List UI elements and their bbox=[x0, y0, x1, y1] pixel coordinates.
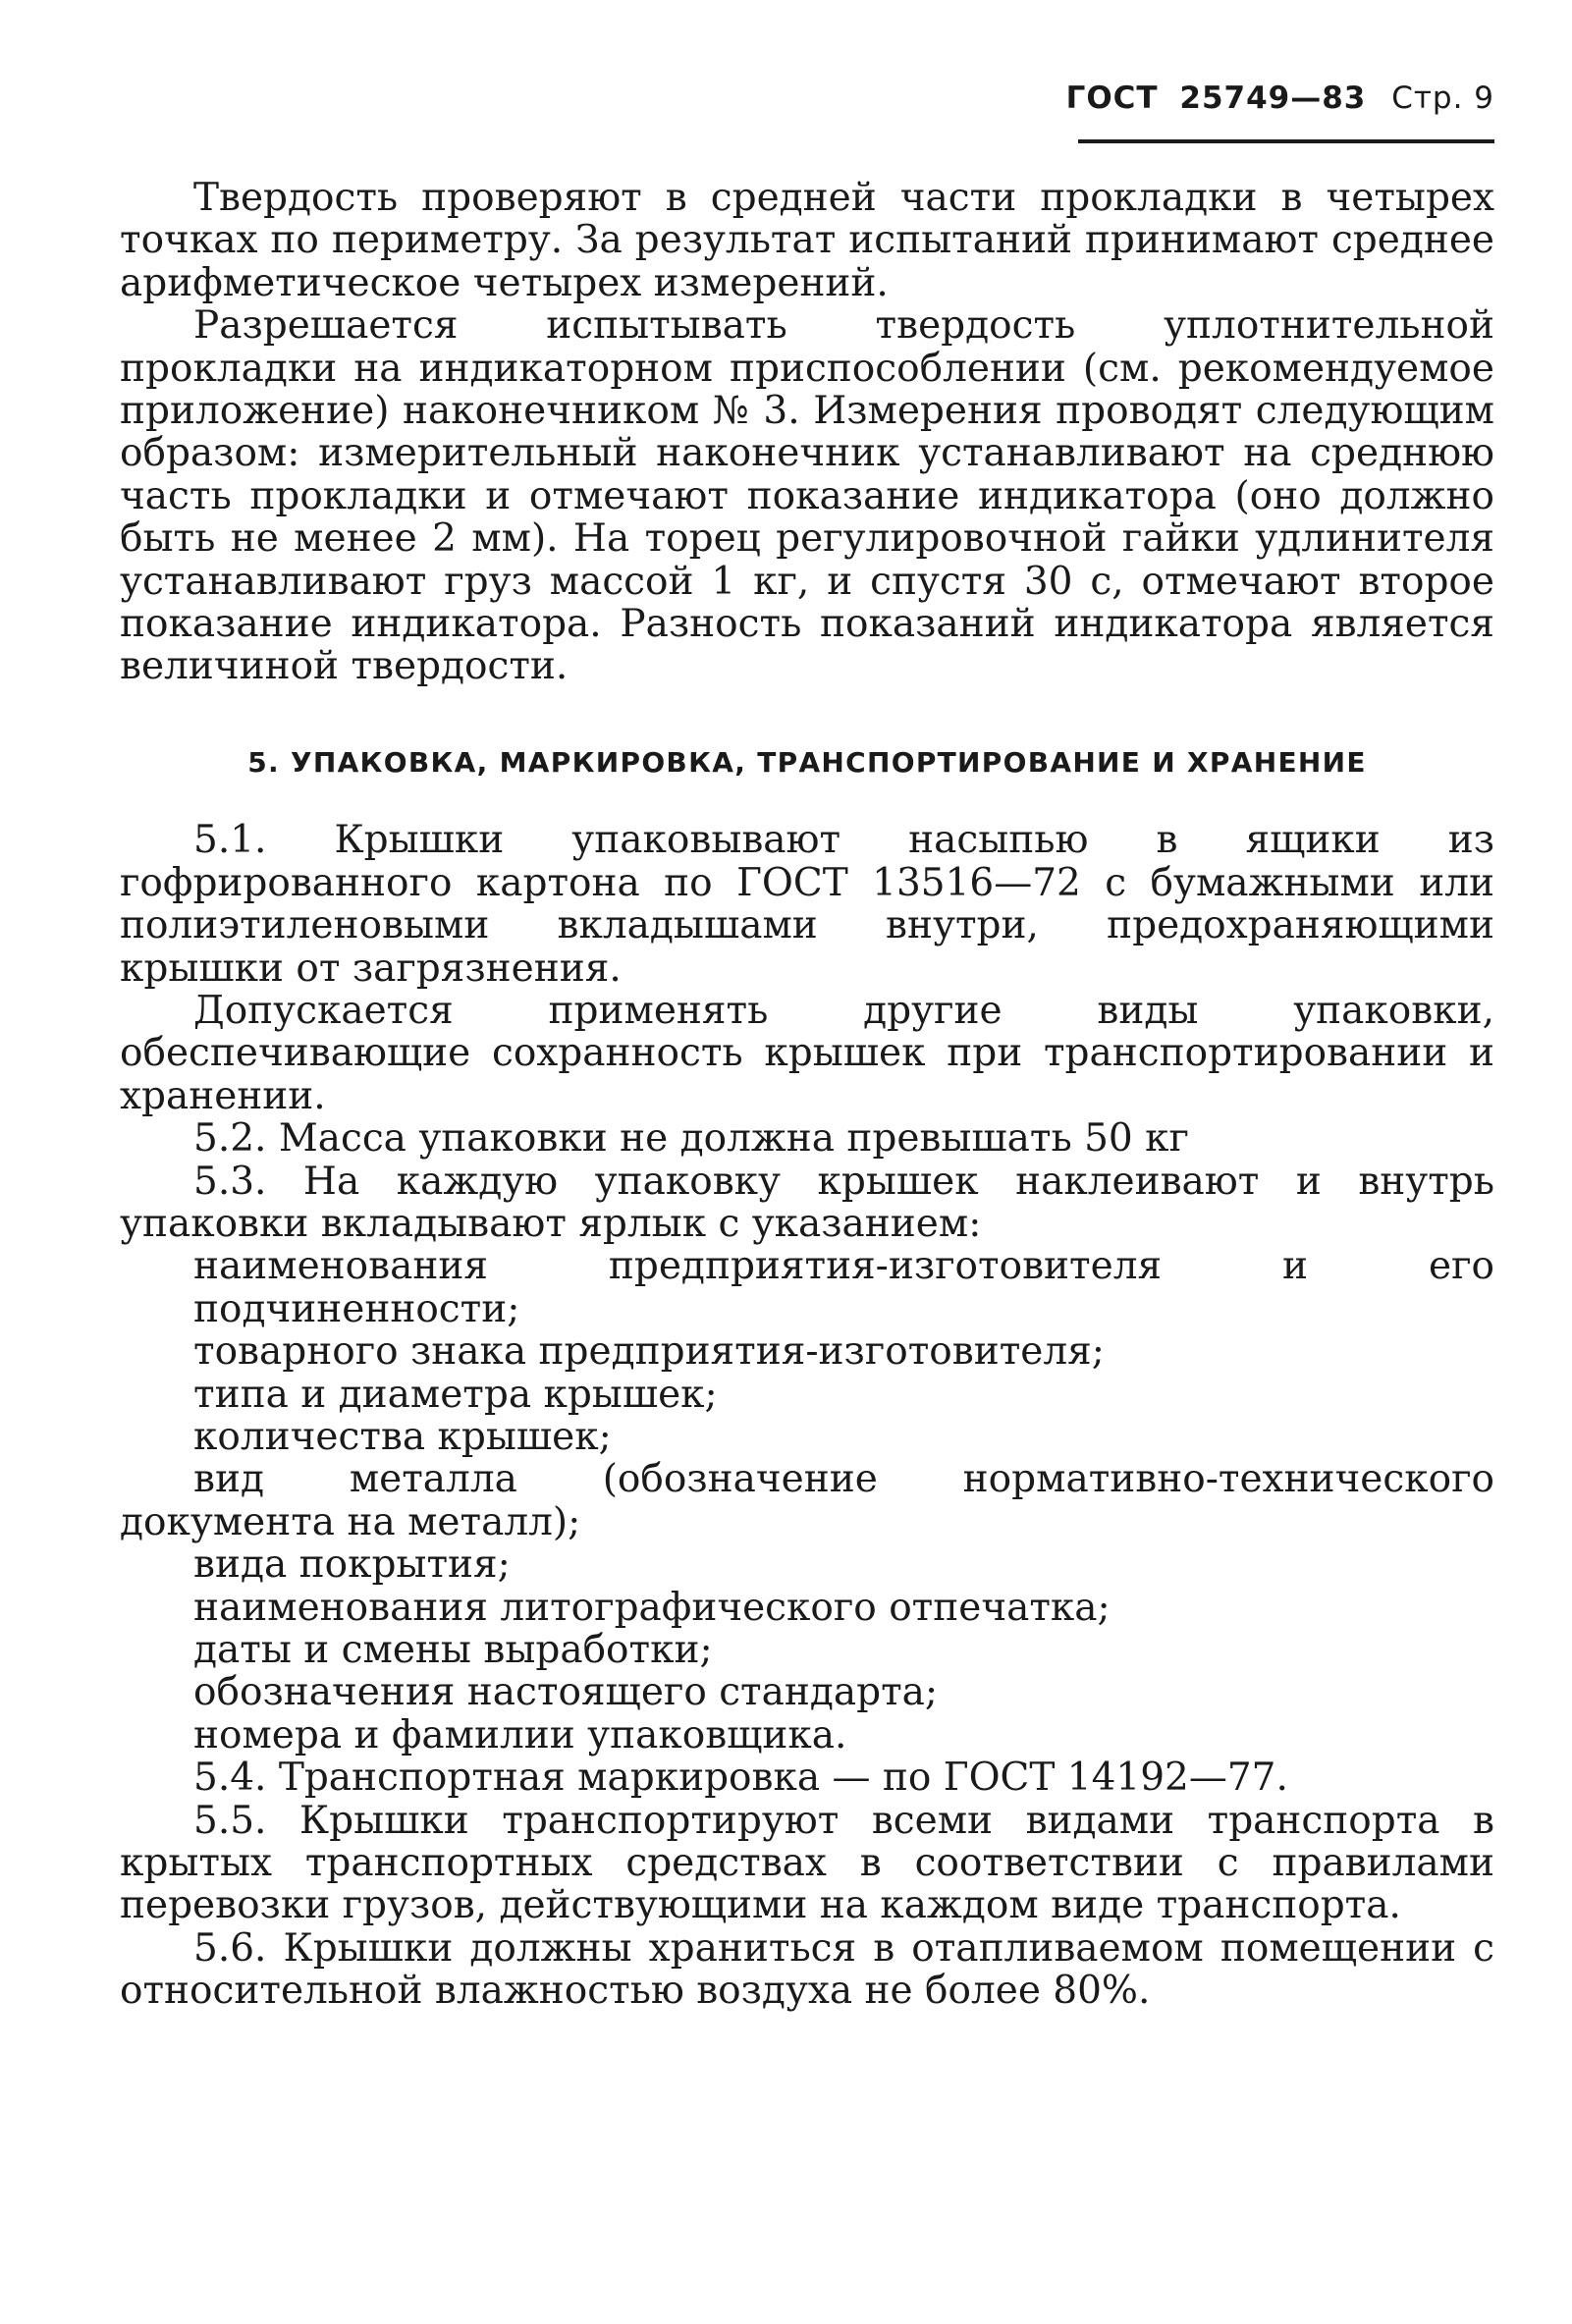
list-item: даты и смены выработки; bbox=[193, 1628, 713, 1672]
paragraph-5-2: 5.2. Масса упаковки не должна превышать 50 кг bbox=[193, 1116, 1189, 1162]
paragraph-hardness-indicator: Разрешается испытывать твердость уплотнительной прокладки на индикаторном приспособлении (см. рекомендуемое приложение) наконечником № 3. Измерения проводят следующим образом: измерительный наконечник устанавливают на среднюю часть прокладки и отмечают показание индикатора (оно должно быть не менее 2 мм). На торец регулировочной гайки удлинителя устанавливают груз массой 1 кг, и спустя 30 с, отмечают второе показание индикатора. Разность показаний индикатора является величиной твердости. bbox=[120, 303, 1494, 689]
section-heading: 5. УПАКОВКА, МАРКИРОВКА, ТРАНСПОРТИРОВАНИЕ И ХРАНЕНИЕ bbox=[247, 745, 1367, 779]
label-items-list bbox=[120, 1245, 1494, 1757]
header-gost: ГОСТ bbox=[1065, 81, 1159, 116]
list-item: наименования литографического отпечатка; bbox=[193, 1585, 1111, 1630]
list-item: номера и фамилии упаковщика. bbox=[193, 1712, 847, 1757]
header-rule bbox=[1078, 139, 1494, 143]
list-item: обозначения настоящего стандарта; bbox=[193, 1670, 939, 1715]
header-standard-number: 25749—83 bbox=[1179, 81, 1367, 116]
paragraph-5-4: 5.4. Транспортная маркировка — по ГОСТ 14192—77. bbox=[193, 1756, 1288, 1801]
paragraph-5-6: 5.6. Крышки должны храниться в отапливаемом помещении с относительной влажностью воздуха не более 80%. bbox=[120, 1925, 1494, 2014]
document-body bbox=[120, 177, 1494, 2013]
list-item: товарного знака предприятия-изготовителя; bbox=[193, 1329, 1105, 1375]
list-item: вида покрытия; bbox=[193, 1542, 511, 1588]
list-item: количества крышек; bbox=[193, 1414, 612, 1459]
list-item: вид металла (обозначение нормативно-технического документа на металл); bbox=[120, 1457, 1494, 1544]
paragraph-5-3: 5.3. На каждую упаковку крышек наклеивают и внутрь упаковки вкладывают ярлык с указанием: bbox=[120, 1159, 1494, 1246]
paragraph-5-5: 5.5. Крышки транспортируют всеми видами транспорта в крытых транспортных средствах в соответствии с правилами перевозки грузов, действующими на каждом виде транспорта. bbox=[120, 1798, 1494, 1928]
list-item: типа и диаметра крышек; bbox=[193, 1372, 718, 1417]
list-item: наименования предприятия-изготовителя и его подчиненности; bbox=[193, 1244, 1494, 1331]
header-page-number: Стр. 9 bbox=[1391, 81, 1494, 116]
paragraph-5-1: 5.1. Крышки упаковывают насыпью в ящики из гофрированного картона по ГОСТ 13516—72 с бумажными или полиэтиленовыми вкладышами внутри, предохраняющими крышки от загрязнения. bbox=[120, 818, 1494, 991]
page-header bbox=[118, 81, 1494, 116]
paragraph-hardness-check: Твердость проверяют в средней части прокладки в четырех точках по периметру. За результат испытаний принимают среднее арифметическое четырех измерений. bbox=[120, 176, 1494, 305]
paragraph-5-1-alt: Допускается применять другие виды упаковки, обеспечивающие сохранность крышек при транспортировании и хранении. bbox=[120, 988, 1494, 1118]
